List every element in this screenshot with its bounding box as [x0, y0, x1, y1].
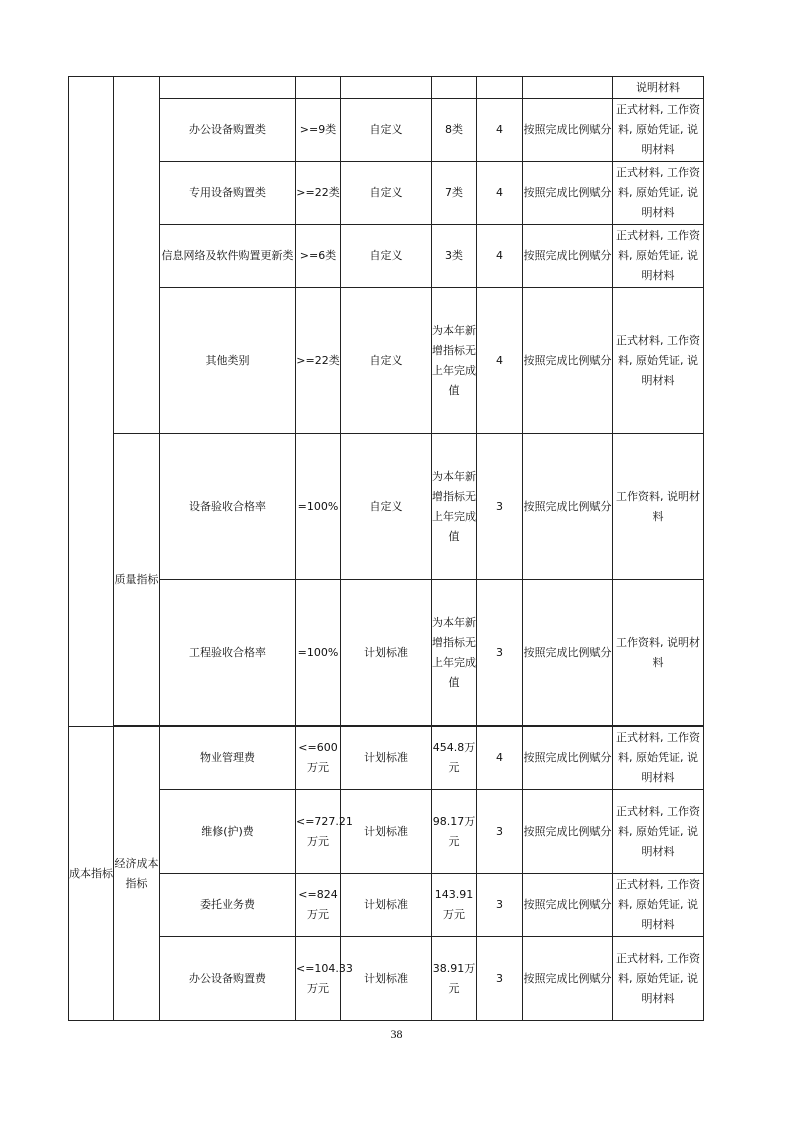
evidence: 正式材料, 工作资料, 原始凭证, 说明材料 [613, 99, 704, 162]
evidence: 正式材料, 工作资料, 原始凭证, 说明材料 [613, 288, 704, 434]
scoring-rule: 按照完成比例赋分 [523, 434, 613, 580]
scoring-rule: 按照完成比例赋分 [523, 937, 613, 1021]
quality-indicator-label: 质量指标 [114, 434, 160, 726]
actual-value: 98.17万元 [432, 790, 477, 874]
target-value: >=22类 [296, 288, 341, 434]
actual-value [432, 77, 477, 99]
evidence: 正式材料, 工作资料, 原始凭证, 说明材料 [613, 937, 704, 1021]
indicator-name: 其他类别 [160, 288, 296, 434]
indicator-name: 信息网络及软件购置更新类 [160, 225, 296, 288]
method: 计划标准 [341, 790, 432, 874]
actual-value: 454.8万元 [432, 727, 477, 790]
score: 4 [477, 225, 523, 288]
score: 3 [477, 874, 523, 937]
score: 3 [477, 580, 523, 726]
table-row [69, 434, 704, 580]
method: 自定义 [341, 225, 432, 288]
indicator-name: 设备验收合格率 [160, 434, 296, 580]
indicator-name: 维修(护)费 [160, 790, 296, 874]
scoring-rule: 按照完成比例赋分 [523, 288, 613, 434]
evidence: 正式材料, 工作资料, 原始凭证, 说明材料 [613, 162, 704, 225]
table-row [69, 790, 704, 874]
score: 3 [477, 434, 523, 580]
method: 计划标准 [341, 727, 432, 790]
target-value: =100% [296, 434, 341, 580]
score [477, 77, 523, 99]
indicator-table [68, 76, 704, 1021]
economic-cost-label: 经济成本指标 [114, 727, 160, 1021]
evidence: 说明材料 [613, 77, 704, 99]
evidence: 正式材料, 工作资料, 原始凭证, 说明材料 [613, 727, 704, 790]
scoring-rule: 按照完成比例赋分 [523, 727, 613, 790]
actual-value: 7类 [432, 162, 477, 225]
evidence: 工作资料, 说明材料 [613, 434, 704, 580]
actual-value: 为本年新增指标无上年完成值 [432, 288, 477, 434]
scoring-rule: 按照完成比例赋分 [523, 162, 613, 225]
target-value: <=727.21万元 [296, 790, 341, 874]
table-row [69, 727, 704, 790]
actual-value: 143.91万元 [432, 874, 477, 937]
actual-value: 为本年新增指标无上年完成值 [432, 580, 477, 726]
scoring-rule [523, 77, 613, 99]
scoring-rule: 按照完成比例赋分 [523, 99, 613, 162]
method: 自定义 [341, 162, 432, 225]
scoring-rule: 按照完成比例赋分 [523, 580, 613, 726]
page-number: 38 [390, 1027, 403, 1041]
evidence: 正式材料, 工作资料, 原始凭证, 说明材料 [613, 874, 704, 937]
indicator-name [160, 77, 296, 99]
indicator-name: 专用设备购置类 [160, 162, 296, 225]
evidence: 工作资料, 说明材料 [613, 580, 704, 726]
table-row [69, 288, 704, 434]
target-value: <=104.33万元 [296, 937, 341, 1021]
table-row [69, 937, 704, 1021]
target-value: >=9类 [296, 99, 341, 162]
evidence: 正式材料, 工作资料, 原始凭证, 说明材料 [613, 225, 704, 288]
score: 3 [477, 937, 523, 1021]
score: 4 [477, 162, 523, 225]
scoring-rule: 按照完成比例赋分 [523, 225, 613, 288]
indicator-name: 办公设备购置类 [160, 99, 296, 162]
score: 4 [477, 99, 523, 162]
actual-value: 8类 [432, 99, 477, 162]
evidence: 正式材料, 工作资料, 原始凭证, 说明材料 [613, 790, 704, 874]
indicator-name: 物业管理费 [160, 727, 296, 790]
method: 自定义 [341, 434, 432, 580]
table-row [69, 580, 704, 726]
target-value [296, 77, 341, 99]
method: 计划标准 [341, 580, 432, 726]
method [341, 77, 432, 99]
indicator-name: 委托业务费 [160, 874, 296, 937]
actual-value: 3类 [432, 225, 477, 288]
actual-value: 38.91万元 [432, 937, 477, 1021]
method: 自定义 [341, 288, 432, 434]
table-row [69, 874, 704, 937]
target-value: <=824万元 [296, 874, 341, 937]
table-row [69, 99, 704, 162]
indicator-name: 工程验收合格率 [160, 580, 296, 726]
method: 计划标准 [341, 937, 432, 1021]
target-value: =100% [296, 580, 341, 726]
target-value: >=6类 [296, 225, 341, 288]
table-row [69, 162, 704, 225]
method: 自定义 [341, 99, 432, 162]
scoring-rule: 按照完成比例赋分 [523, 874, 613, 937]
method: 计划标准 [341, 874, 432, 937]
indicator-name: 办公设备购置费 [160, 937, 296, 1021]
target-value: <=600万元 [296, 727, 341, 790]
score: 4 [477, 288, 523, 434]
scoring-rule: 按照完成比例赋分 [523, 790, 613, 874]
score: 3 [477, 790, 523, 874]
level1-cell-blank [69, 77, 114, 727]
actual-value: 为本年新增指标无上年完成值 [432, 434, 477, 580]
level2-cell-blank [114, 77, 160, 434]
table-row [69, 225, 704, 288]
table-row [69, 77, 704, 99]
score: 4 [477, 727, 523, 790]
cost-indicator-label: 成本指标 [69, 727, 114, 1021]
target-value: >=22类 [296, 162, 341, 225]
